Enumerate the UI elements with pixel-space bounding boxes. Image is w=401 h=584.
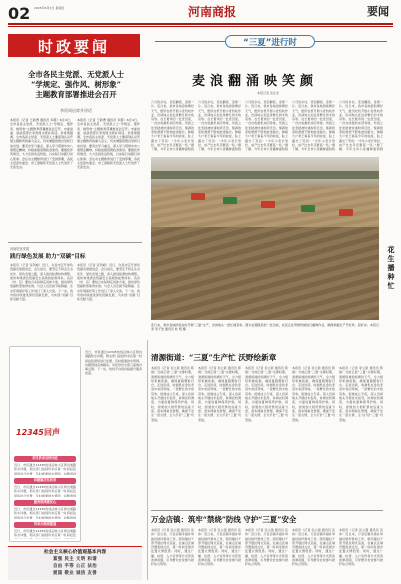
harvest-photo [151, 157, 379, 320]
lead-body-col-2: 本报讯（记者 王新博 通讯员 李霞）6月4日，全市各民主党派、无党派人士“学规定、强作风、树形象”主题教育部署推进会召开。市委常委、统战部部长李贵周出席并讲话。李贵周强调，全市各民主党派、无党派人士要深刻认识开展主题教育的重大意义，切实增强思想自觉和行动自觉。要突出学习重点，深入学习贯彻中央八项规定精神，持续加强思想政治建设。要强化作风建设，大力弘扬优良传统，以实际行动践行初心使命。会议对主题教育进行了安排部署，各民主党派市委会、市工商联和无党派人士代表作了交流发言。 [77, 118, 140, 170]
qingyuan-body-col-1: 本报讯（记者 李立新 通讯员 陈晨）当前正值“三夏”关键时期，清源街道抢抓晴好天气，全力组织机械收割，确保夏粮颗粒归仓。走进田间，收割机在金色麦浪中来回穿梭，一派繁忙的丰收景象。街道成立专班，深入田间地头开展技术指导，协调农机调度，为夏收夏种保驾护航。同时，街道加大秸秆禁烧巡查力度，落实网格化管理，确保不发生一起火情，全力打好“三夏”攻坚战。 [151, 366, 194, 422]
feature-body-col-3: 六月的乡村，麦浪翻滚，金黄一片。连日来，我市各地抢抓晴好天气，组织农机开展小麦机收作业，田间地头处处是繁忙的丰收景象。在长葛市的一处麦田里，一台台收割机来回穿梭，所到之处麦秸被快速粉碎还田，饱满的麦粒源源不断地装进粮仓。种粮大户老王看着今年的收成，脸上露出了笑容：“今年小麦长势好，亩产比去年还要高一些。”据了解，今年全市小麦播种面积稳 [245, 100, 288, 152]
section-divider [8, 242, 142, 243]
hotline-word: 回声 [44, 427, 60, 437]
hotline-text-2: 近日，市民通过12345热线反映小区周边道路积水问题，相关部门接到诉求后第一时间赶赴现场进行处置，及时疏通排水管网，问题得到 [14, 485, 76, 497]
qingyuan-body-col-4: 本报讯（记者 李立新 通讯员 陈晨）当前正值“三夏”关键时期，清源街道抢抓晴好天气，全力组织机械收割，确保夏粮颗粒归仓。走进田间，收割机在金色麦浪中来回穿梭，一派繁忙的丰收景象。街道成立专班，深入田间地头开展技术指导，协调农机调度，为夏收夏种保驾护航。同时，街道加大秸秆禁烧巡查力度，落实网格化管理，确保不发生一起火情，全力打好“三夏”攻坚战。 [292, 366, 335, 422]
feature-body-col-4: 六月的乡村，麦浪翻滚，金黄一片。连日来，我市各地抢抓晴好天气，组织农机开展小麦机收作业，田间地头处处是繁忙的丰收景象。在长葛市的一处麦田里，一台台收割机来回穿梭，所到之处麦秸被快速粉碎还田，饱满的麦粒源源不断地装进粮仓。种粮大户老王看着今年的收成，脸上露出了笑容：“今年小麦长势好，亩产比去年还要高一些。”据了解，今年全市小麦播种面积稳 [292, 100, 335, 152]
tractor-icon [261, 201, 275, 208]
article-tag: 河南驻优发展 [10, 247, 30, 251]
hotline-tag-2: 问题解决有回音 [14, 478, 76, 484]
wanjin-headline[interactable]: 万金店镇：筑牢“禁烧”防线 守护“三夏”安全 [151, 515, 297, 524]
hotline-tag-3: 服务热线暖民心 [14, 500, 76, 506]
lead-headline-line-1: 全市各民主党派、无党派人士 [27, 70, 125, 79]
green-body-col-2: 本报讯（记者 张利峰）近日，许昌市召开绿色低碳发展推进会，会议指出，要坚定不移走生态优先、绿色发展之路，深入推进能源结构调整，加快构建清洁低碳安全高效的能源体系。各县（市、区）要结合实际制定具体方案，推动绿色低碳转型取得实效。与会人员还就节能降碳、生态环境保护等工作进行了深入交流。下一步，我市将持续推进绿色低碳发展，为实现“双碳”目标贡献力量。 [77, 263, 140, 302]
hotline-text-3: 近日，市民通过12345热线反映小区周边道路积水问题，相关部门接到诉求后第一时间赶赴现场进行处置，及时疏通排水管网，问题得到 [14, 507, 76, 519]
qingyuan-body-col-5: 本报讯（记者 李立新 通讯员 陈晨）当前正值“三夏”关键时期，清源街道抢抓晴好天气，全力组织机械收割，确保夏粮颗粒归仓。走进田间，收割机在金色麦浪中来回穿梭，一派繁忙的丰收景象。街道成立专班，深入田间地头开展技术指导，协调农机调度，为夏收夏种保驾护航。同时，街道加大秸秆禁烧巡查力度，落实网格化管理，确保不发生一起火情，全力打好“三夏”攻坚战。 [339, 366, 383, 422]
wanjin-body-col-5: 本报讯（记者 张立强 通讯员 张伟）连日来，万金店镇多措并举做好秸秆禁烧工作，组织镇村干部开展拉网式巡查，在重点区域设置监控点位，第一时间发现并处置火情隐患。同时，通过广播、标语、入户宣传等方式营造浓厚氛围，引导群众自觉参与秸秆综合利用。 [339, 528, 383, 567]
photo-caption: 连日来，我市各地抢抓农时开展“三夏”生产，田间地头一派忙碌景象。图为在鄢陵县的一处田间，农民正在驾驶机械进行播种作业，确保秋粮生产开好局、起好步。本报记者 李子浩 通讯员 杜 明 摄 [151, 323, 379, 332]
lead-headline[interactable] [10, 70, 142, 100]
feature-body-col-2: 六月的乡村，麦浪翻滚，金黄一片。连日来，我市各地抢抓晴好天气，组织农机开展小麦机收作业，田间地头处处是繁忙的丰收景象。在长葛市的一处麦田里，一台台收割机来回穿梭，所到之处麦秸被快速粉碎还田，饱满的麦粒源源不断地装进粮仓。种粮大户老王看着今年的收成，脸上露出了笑容：“今年小麦长势好，亩产比去年还要高一些。”据了解，今年全市小麦播种面积稳 [198, 100, 241, 152]
tractor-icon [223, 197, 237, 204]
date-line: 2025年6月5日 星期四 [34, 6, 65, 10]
core-values-line-1: 富强 民主 文明 和谐 [52, 557, 98, 562]
qingyuan-body-col-3: 本报讯（记者 李立新 通讯员 陈晨）当前正值“三夏”关键时期，清源街道抢抓晴好天气，全力组织机械收割，确保夏粮颗粒归仓。走进田间，收割机在金色麦浪中来回穿梭，一派繁忙的丰收景象。街道成立专班，深入田间地头开展技术指导，协调农机调度，为夏收夏种保驾护航。同时，街道加大秸秆禁烧巡查力度，落实网格化管理，确保不发生一起火情，全力打好“三夏”攻坚战。 [245, 366, 288, 422]
header-rule [8, 23, 393, 25]
feature-body-col-5: 六月的乡村，麦浪翻滚，金黄一片。连日来，我市各地抢抓晴好天气，组织农机开展小麦机收作业，田间地头处处是繁忙的丰收景象。在长葛市的一处麦田里，一台台收割机来回穿梭，所到之处麦秸被快速粉碎还田，饱满的麦粒源源不断地装进粮仓。种粮大户老王看着今年的收成，脸上露出了笑容：“今年小麦长势好，亩产比去年还要高一些。”据了解，今年全市小麦播种面积稳 [339, 100, 383, 152]
hotline-number: 12345 [16, 428, 44, 437]
photo-treeline [151, 171, 379, 179]
tractor-icon [301, 205, 315, 212]
wanjin-body-col-4: 本报讯（记者 张立强 通讯员 张伟）连日来，万金店镇多措并举做好秸秆禁烧工作，组织镇村干部开展拉网式巡查，在重点区域设置监控点位，第一时间发现并处置火情隐患。同时，通过广播、标语、入户宣传等方式营造浓厚氛围，引导群众自觉参与秸秆综合利用。 [292, 528, 335, 567]
photo-side-title: 花生播种忙 [387, 245, 395, 290]
header-rule-thin [8, 26, 393, 27]
core-values-title: 社会主义核心价值观基本内容 [43, 549, 107, 555]
lead-headline-line-2: “学规定、强作风、树形象” [31, 80, 121, 89]
feature-headline[interactable]: 麦浪翻涌映笑颜 [191, 74, 318, 89]
qingyuan-headline[interactable]: 清源街道：“三夏”生产忙 沃野绘新章 [151, 353, 277, 362]
tractor-icon [339, 209, 353, 216]
photo-field-near [151, 227, 379, 320]
feature-byline: 本报记者 张征北 [257, 91, 279, 95]
section-name: 要闻 [367, 5, 389, 18]
wanjin-body-col-1: 本报讯（记者 张立强 通讯员 张伟）连日来，万金店镇多措并举做好秸秆禁烧工作，组织镇村干部开展拉网式巡查，在重点区域设置监控点位，第一时间发现并处置火情隐患。同时，通过广播、标语、入户宣传等方式营造浓厚氛围，引导群众自觉参与秸秆综合利用。 [151, 528, 194, 567]
green-body-col-1: 本报讯（记者 张利峰）近日，许昌市召开绿色低碳发展推进会，会议指出，要坚定不移走生态优先、绿色发展之路，深入推进能源结构调整，加快构建清洁低碳安全高效的能源体系。各县（市、区）要结合实际制定具体方案，推动绿色低碳转型取得实效。与会人员还就节能降碳、生态环境保护等工作进行了深入交流。下一步，我市将持续推进绿色低碳发展，为实现“双碳”目标贡献力量。 [10, 263, 73, 302]
hotline-text-4: 近日，市民通过12345热线反映小区周边道路积水问题，相关部门接到诉求后第一时间赶赴 [14, 529, 76, 538]
section-divider [151, 510, 383, 511]
wanjin-body-col-3: 本报讯（记者 张立强 通讯员 张伟）连日来，万金店镇多措并举做好秸秆禁烧工作，组织镇村干部开展拉网式巡查，在重点区域设置监控点位，第一时间发现并处置火情隐患。同时，通过广播、标语、入户宣传等方式营造浓厚氛围，引导群众自觉参与秸秆综合利用。 [245, 528, 288, 567]
core-values-line-2: 自由 平等 公正 法治 [52, 564, 98, 569]
hotline-tag-1: 市民诉求及时回应 [14, 456, 76, 462]
hotline-text-1: 近日，市民通过12345热线反映小区周边道路积水问题，相关部门接到诉求后第一时间赶赴现场进行处置，及时疏通排水管网，问题得到 [14, 463, 76, 475]
wanjin-body-col-2: 本报讯（记者 张立强 通讯员 张伟）连日来，万金店镇多措并举做好秸秆禁烧工作，组织镇村干部开展拉网式巡查，在重点区域设置监控点位，第一时间发现并处置火情隐患。同时，通过广播、标语、入户宣传等方式营造浓厚氛围，引导群众自觉参与秸秆综合利用。 [198, 528, 241, 567]
lead-subtitle: 李贵周出席并讲话 [60, 108, 92, 113]
newspaper-masthead: 河南商报 [188, 5, 237, 19]
lead-body-col-1: 本报讯（记者 王新博 通讯员 李霞）6月4日，全市各民主党派、无党派人士“学规定、强作风、树形象”主题教育部署推进会召开。市委常委、统战部部长李贵周出席并讲话。李贵周强调，全市各民主党派、无党派人士要深刻认识开展主题教育的重大意义，切实增强思想自觉和行动自觉。要突出学习重点，深入学习贯彻中央八项规定精神，持续加强思想政治建设。要强化作风建设，大力弘扬优良传统，以实际行动践行初心使命。会议对主题教育进行了安排部署，各民主党派市委会、市工商联和无党派人士代表作了交流发言。 [10, 118, 73, 170]
feature-section-label: “三夏”进行时 [243, 38, 297, 48]
core-values-line-3: 爱国 敬业 诚信 友善 [52, 571, 98, 576]
lead-headline-line-3: 主题教育部署推进会召开 [35, 90, 117, 99]
page-number: 02 [8, 4, 31, 23]
green-development-headline[interactable]: 践行绿色发展 助力“双碳”目标 [10, 254, 86, 260]
politics-banner-title: 时政要闻 [37, 38, 110, 56]
hotline-body: 近日，市民通过12345热线反映小区周边道路积水问题，相关部门接到诉求后第一时间赶赴现场进行处置，及时疏通排水管网，问题得到有效解决。市民纷纷为部门高效办事点赞。下一步，热线平台将持续提升服务质量。 [85, 350, 142, 376]
hotline-tag-4: 诉求办理再提速 [14, 522, 76, 528]
qingyuan-body-col-2: 本报讯（记者 李立新 通讯员 陈晨）当前正值“三夏”关键时期，清源街道抢抓晴好天气，全力组织机械收割，确保夏粮颗粒归仓。走进田间，收割机在金色麦浪中来回穿梭，一派繁忙的丰收景象。街道成立专班，深入田间地头开展技术指导，协调农机调度，为夏收夏种保驾护航。同时，街道加大秸秆禁烧巡查力度，落实网格化管理，确保不发生一起火情，全力打好“三夏”攻坚战。 [198, 366, 241, 422]
column-divider [147, 340, 148, 580]
feature-body-col-1: 六月的乡村，麦浪翻滚，金黄一片。连日来，我市各地抢抓晴好天气，组织农机开展小麦机收作业，田间地头处处是繁忙的丰收景象。在长葛市的一处麦田里，一台台收割机来回穿梭，所到之处麦秸被快速粉碎还田，饱满的麦粒源源不断地装进粮仓。种粮大户老王看着今年的收成，脸上露出了笑容：“今年小麦长势好，亩产比去年还要高一些。”据了解，今年全市小麦播种面积稳 [151, 100, 194, 152]
tractor-icon [191, 193, 205, 200]
